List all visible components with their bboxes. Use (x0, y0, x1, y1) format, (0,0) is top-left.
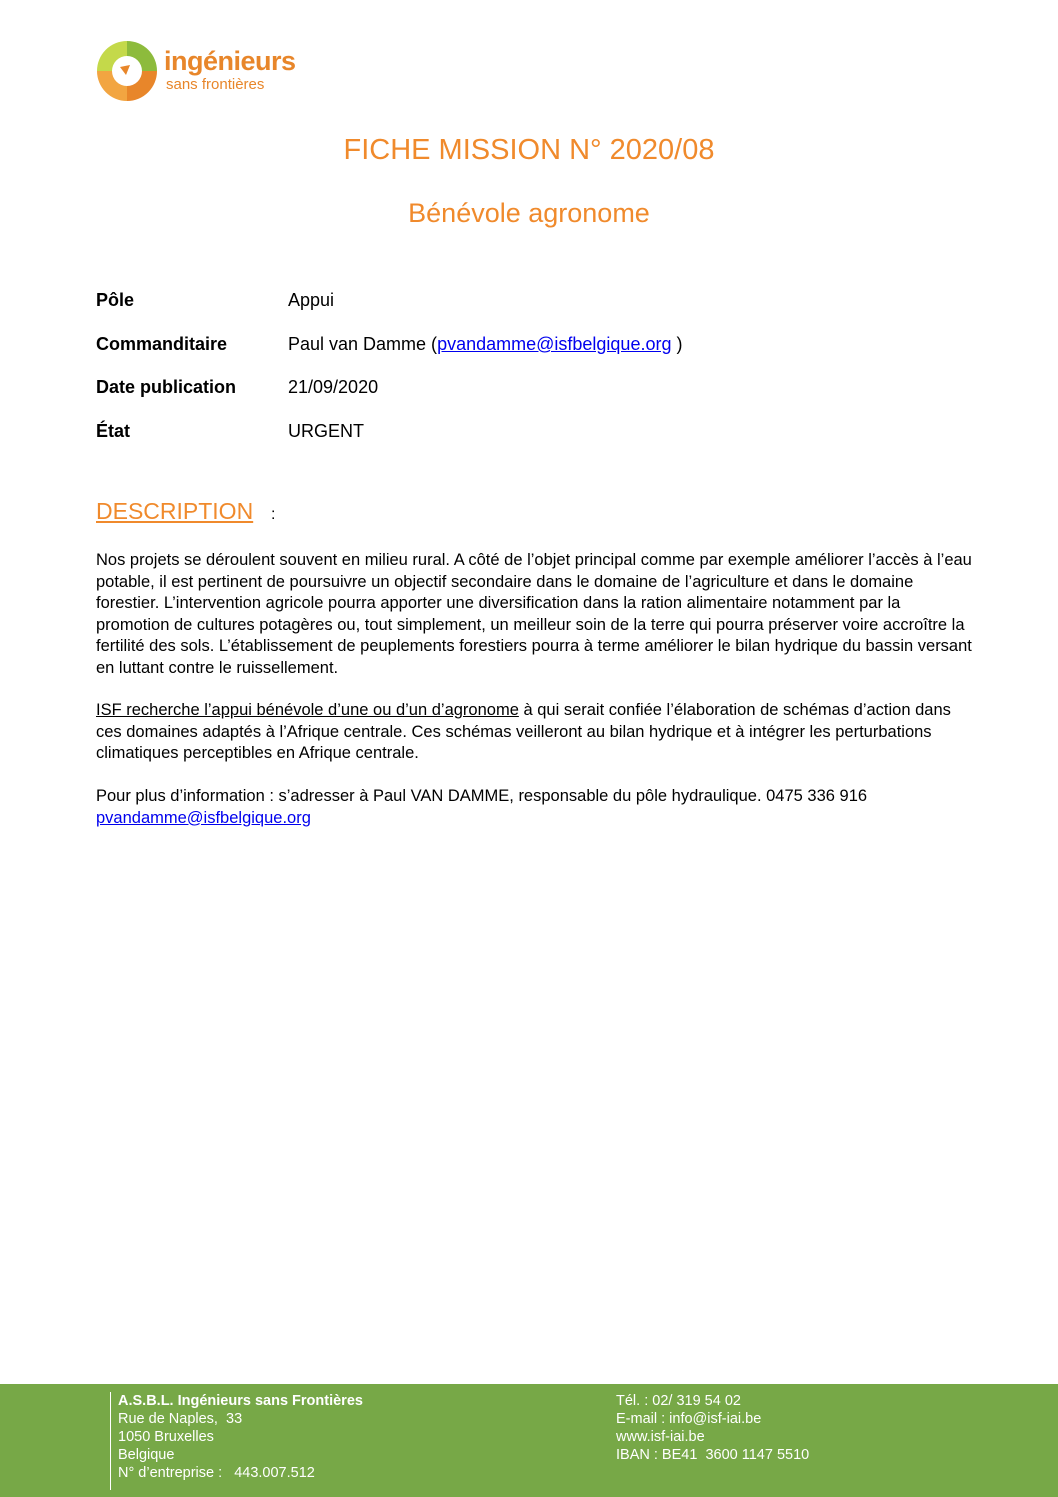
paragraph-2-rest: à qui serait confiée l’élaboration de schémas d’action dans ces domaines adaptés à l’Afrique centrale. Ces schémas veilleront au bilan hydrique et à intégrer les perturbations climatiques perceptibles en Afrique centrale. (96, 701, 951, 762)
footer-city: 1050 Bruxelles (118, 1429, 214, 1445)
footer-website: www.isf-iai.be (616, 1429, 705, 1445)
pole-label: Pôle (96, 290, 135, 310)
description-heading: DESCRIPTION (96, 498, 254, 524)
commanditaire-close: ) (671, 334, 683, 354)
contact-email-link[interactable]: pvandamme@isfbelgique.org (96, 808, 311, 827)
footer-address (118, 1392, 363, 1482)
footer-iban: IBAN : BE41 3600 1147 5510 (616, 1447, 810, 1463)
page-title: FICHE MISSION N° 2020/08 (343, 134, 715, 166)
footer-street: Rue de Naples, 33 (118, 1411, 243, 1427)
page-subtitle: Bénévole agronome (408, 198, 650, 228)
commanditaire-value (288, 334, 682, 355)
isf-logo-icon (92, 36, 162, 106)
footer-contact (616, 1392, 809, 1464)
etat-label: État (96, 421, 131, 441)
logo-wordmark-line1: ingénieurs (164, 46, 296, 76)
description-colon: : (271, 506, 276, 523)
pole-value: Appui (288, 290, 335, 310)
paragraph-2-underlined: ISF recherche l’appui bénévole d’une ou d’un d’agronome (96, 701, 519, 719)
isf-logo (92, 36, 296, 106)
footer-org-name: A.S.B.L. Ingénieurs sans Frontières (118, 1393, 363, 1409)
footer-divider (110, 1392, 111, 1490)
description-paragraph-3 (96, 786, 976, 829)
footer-country: Belgique (118, 1447, 175, 1463)
logo-wordmark-line2: sans frontières (166, 76, 265, 93)
footer-phone: Tél. : 02/ 319 54 02 (616, 1393, 741, 1409)
commanditaire-name: Paul van Damme ( (288, 334, 438, 354)
etat-value: URGENT (288, 421, 364, 441)
commanditaire-email-link[interactable]: pvandamme@isfbelgique.org (437, 334, 672, 354)
description-paragraph-2 (96, 700, 976, 765)
paragraph-3-text: Pour plus d’information : s’adresser à Paul VAN DAMME, responsable du pôle hydraulique. 0475 336 916 (96, 787, 868, 805)
footer-company-no: N° d’entreprise : 443.007.512 (118, 1465, 315, 1481)
footer-email: E-mail : info@isf-iai.be (616, 1411, 762, 1427)
description-paragraph-1: Nos projets se déroulent souvent en milieu rural. A côté de l’objet principal comme par exemple améliorer l’accès à l’eau potable, il est pertinent de poursuivre un objectif secondaire dans le domaine de l’agriculture et dans le domaine forestier. L’intervention agricole pourra apporter une diversification dans la ration alimentaire notamment par la promotion de cultures potagères ou, tout simplement, un meilleur soin de la terre qui pourra préserver voire accroître la fertilité des sols. L’établissement de peuplements forestiers pourra à terme améliorer le bilan hydrique du bassin versant en luttant contre le ruissellement. (96, 551, 972, 677)
commanditaire-label: Commanditaire (96, 334, 228, 354)
date-value: 21/09/2020 (288, 377, 379, 397)
date-label: Date publication (96, 377, 237, 397)
footer (0, 1384, 1058, 1497)
